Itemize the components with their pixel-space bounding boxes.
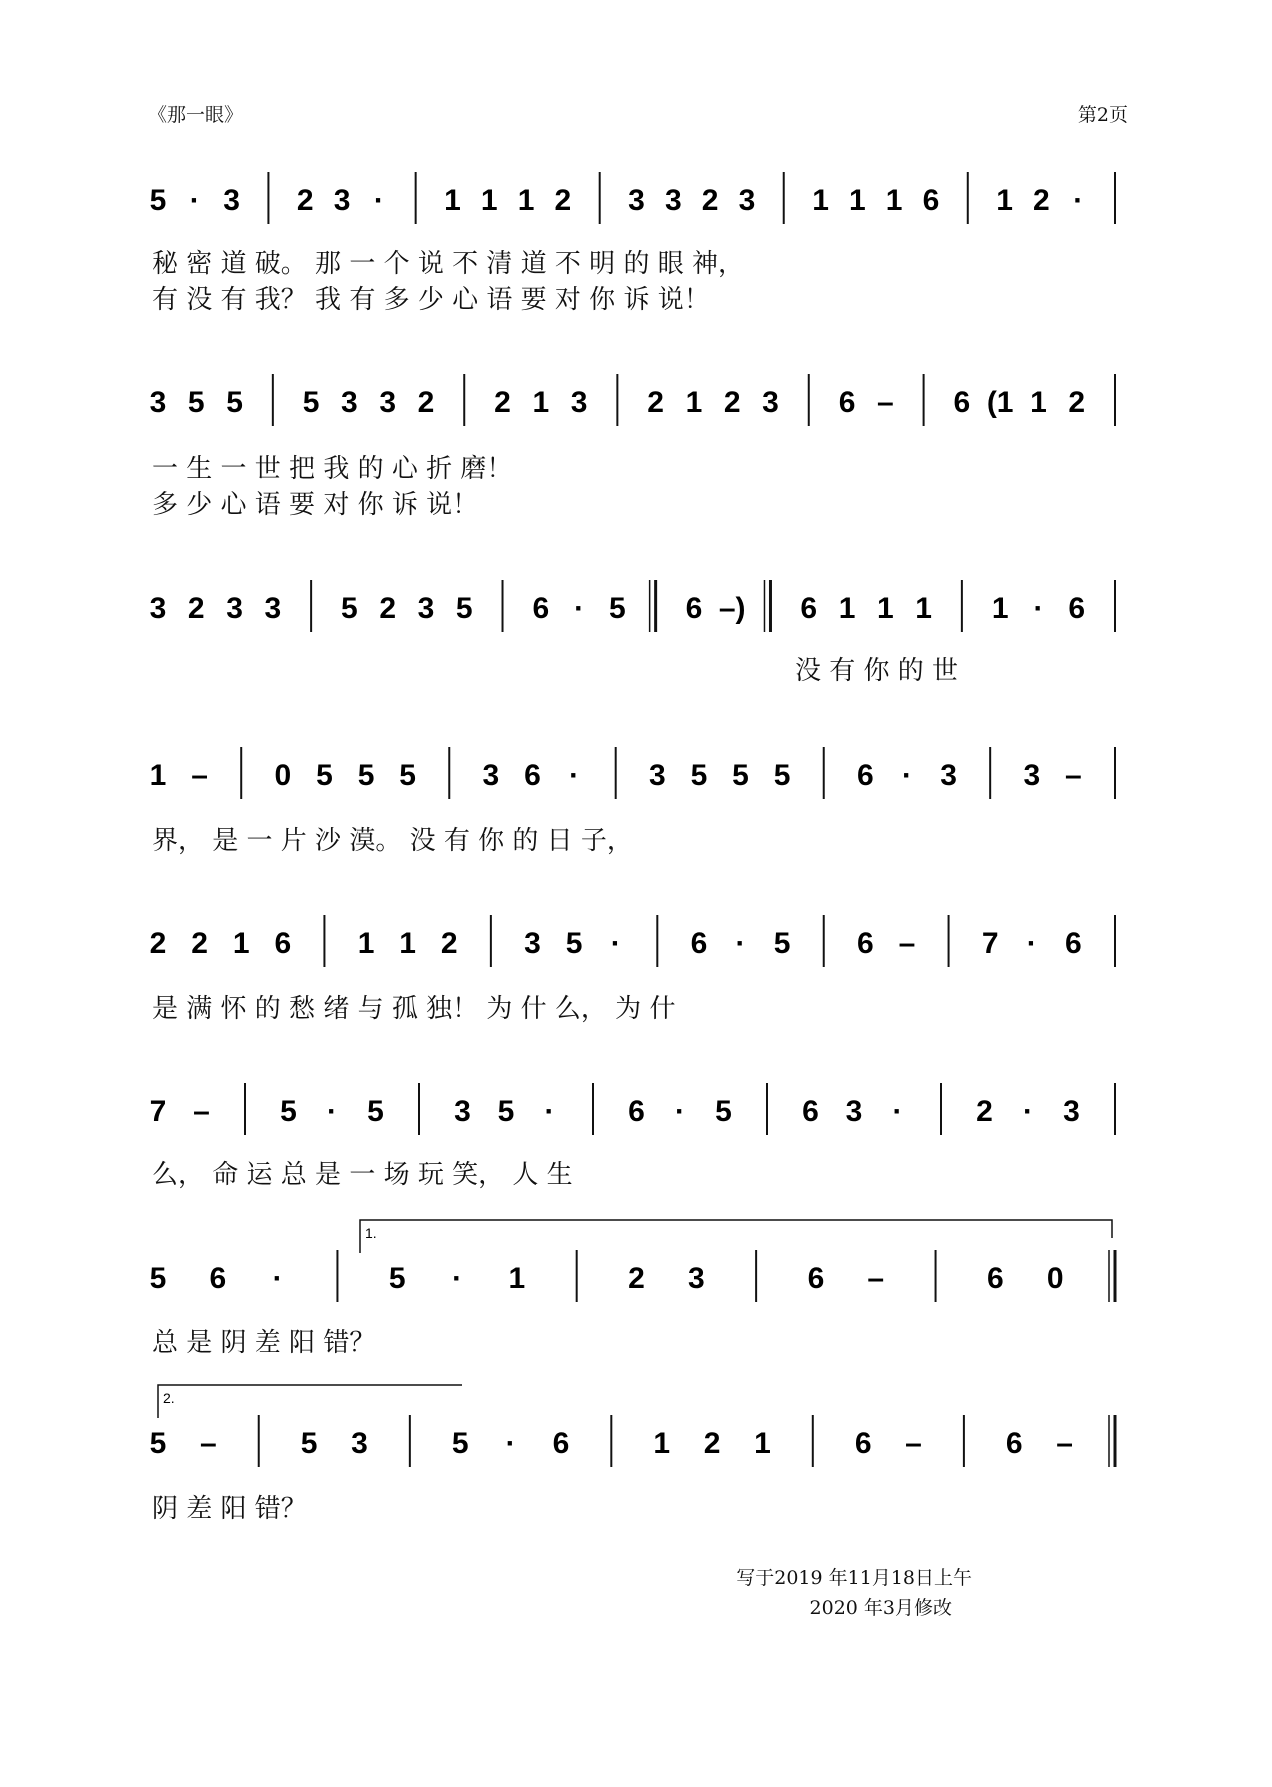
lyric-line: 是 满 怀 的 愁 绪 与 孤 独！ 为 什 么， 为 什 — [152, 994, 676, 1024]
note: · — [189, 184, 200, 217]
note: 2 — [187, 592, 205, 625]
note: 1 — [480, 184, 498, 217]
note: 6 — [628, 1095, 645, 1128]
note: 6 — [552, 1427, 570, 1460]
note: 5 — [773, 927, 791, 960]
note: 5 — [149, 1262, 167, 1295]
note: 6 — [274, 927, 292, 960]
note: 2 — [191, 927, 208, 960]
note: 1 — [399, 927, 416, 960]
note: 5 — [451, 1427, 469, 1460]
note: – — [200, 1427, 217, 1460]
note: 5 — [226, 386, 243, 419]
note: 3 — [762, 386, 779, 419]
note: 3 — [351, 1427, 368, 1460]
note: 3 — [940, 759, 957, 792]
lyric-line: 没 有 你 的 世 — [795, 656, 959, 686]
note: 3 — [845, 1095, 863, 1128]
note: 2 — [628, 1262, 645, 1295]
note: · — [610, 927, 621, 960]
note: – — [905, 1427, 922, 1460]
note: · — [735, 927, 746, 960]
note: 6 — [532, 592, 550, 625]
note: 2 — [494, 386, 511, 419]
note: 1 — [517, 184, 535, 217]
note: 3 — [1063, 1095, 1080, 1128]
note: 6 — [1005, 1427, 1023, 1460]
note: 5 — [187, 386, 205, 419]
note: 5 — [497, 1095, 515, 1128]
note: 0 — [274, 759, 292, 792]
note: 3 — [149, 592, 167, 625]
note: · — [327, 1095, 337, 1128]
song-title: 《那一眼》 — [148, 104, 244, 126]
volta-bracket — [158, 1385, 462, 1418]
note: 2 — [723, 386, 741, 419]
lyric-line: 多 少 心 语 要 对 你 诉 说！ — [152, 490, 479, 520]
note: 6 — [685, 592, 703, 625]
note: – — [898, 927, 916, 960]
note: – — [867, 1262, 885, 1295]
note: 1 — [508, 1262, 526, 1295]
note: 1 — [653, 1427, 671, 1460]
note: 3 — [333, 184, 351, 217]
note: 1 — [532, 386, 550, 419]
note: 3 — [341, 386, 358, 419]
note: 1 — [149, 759, 167, 792]
note: 3 — [454, 1095, 471, 1128]
note: 3 — [648, 759, 666, 792]
note: 2 — [1068, 386, 1086, 419]
note: 6 — [807, 1262, 825, 1295]
note: (1 — [986, 386, 1014, 419]
note: · — [373, 184, 384, 217]
note: 1 — [812, 184, 829, 217]
note: 5 — [149, 184, 167, 217]
note: 3 — [1023, 759, 1041, 792]
note: 6 — [857, 759, 874, 792]
note: 5 — [357, 759, 375, 792]
note: 3 — [628, 184, 645, 217]
note: – — [876, 386, 894, 419]
note: 6 — [857, 927, 874, 960]
note: 1 — [876, 592, 894, 625]
note: · — [452, 1262, 463, 1295]
note: 2 — [296, 184, 314, 217]
note: 6 — [854, 1427, 872, 1460]
note: 5 — [715, 1095, 732, 1128]
note: 3 — [664, 184, 682, 217]
note: 1 — [991, 592, 1009, 625]
note: · — [892, 1095, 903, 1128]
note: 6 — [524, 759, 541, 792]
volta-number: 2. — [163, 1390, 175, 1406]
note: 6 — [209, 1262, 227, 1295]
note: 6 — [1068, 592, 1086, 625]
lyric-line: 界， 是 一 片 沙 漠。 没 有 你 的 日 子， — [152, 826, 633, 856]
note: 2 — [554, 184, 572, 217]
note: – — [193, 1095, 210, 1128]
note: 2 — [440, 927, 458, 960]
footer-date: 写于2019 年11月18日上午 — [736, 1567, 972, 1589]
note: 0 — [1046, 1262, 1064, 1295]
note: 3 — [264, 592, 282, 625]
lyric-line: 秘 密 道 破。 那 一 个 说 不 清 道 不 明 的 眼 神， — [152, 249, 744, 279]
note: 1 — [1030, 386, 1047, 419]
note: 5 — [388, 1262, 406, 1295]
note: 6 — [800, 592, 818, 625]
note: · — [544, 1095, 555, 1128]
footer-revision: 2020 年3月修改 — [809, 1597, 952, 1619]
note: – — [1056, 1427, 1073, 1460]
note: 2 — [703, 1427, 721, 1460]
note: 3 — [570, 386, 588, 419]
note: · — [1023, 1095, 1033, 1128]
note: 6 — [987, 1262, 1004, 1295]
lyric-line: 总 是 阴 差 阳 错？ — [152, 1328, 376, 1358]
note: · — [574, 592, 585, 625]
note: – — [1065, 759, 1082, 792]
note: – — [191, 759, 208, 792]
page-number: 第2页 — [1077, 104, 1128, 126]
note: 5 — [149, 1427, 167, 1460]
volta-bracket — [360, 1220, 1112, 1253]
note: 3 — [524, 927, 541, 960]
note: 1 — [915, 592, 932, 625]
note: · — [505, 1427, 516, 1460]
note: 1 — [232, 927, 250, 960]
note: 3 — [482, 759, 500, 792]
note: 3 — [226, 592, 243, 625]
note: 5 — [399, 759, 416, 792]
note: 2 — [976, 1095, 993, 1128]
note: · — [569, 759, 580, 792]
note: 1 — [754, 1427, 771, 1460]
note: 5 — [302, 386, 320, 419]
note: 5 — [690, 759, 708, 792]
lyric-line: 么， 命 运 总 是 一 场 玩 笑， 人 生 — [152, 1160, 573, 1190]
lyric-line: 有 没 有 我？ 我 有 多 少 心 语 要 对 你 诉 说！ — [152, 285, 710, 315]
note: 5 — [341, 592, 358, 625]
note: 3 — [379, 386, 397, 419]
volta-number: 1. — [365, 1225, 377, 1241]
note: · — [1033, 592, 1044, 625]
note: 1 — [357, 927, 375, 960]
note: 1 — [444, 184, 461, 217]
note: 1 — [849, 184, 866, 217]
note: 6 — [1065, 927, 1082, 960]
note: · — [1073, 184, 1084, 217]
note: 5 — [316, 759, 333, 792]
note: 3 — [738, 184, 756, 217]
note: 3 — [687, 1262, 705, 1295]
note: 7 — [981, 927, 999, 960]
note: 2 — [149, 927, 167, 960]
note: 5 — [732, 759, 749, 792]
note: 6 — [802, 1095, 819, 1128]
note: 6 — [838, 386, 856, 419]
note: 5 — [300, 1427, 318, 1460]
note: 3 — [223, 184, 240, 217]
lyric-line: 阴 差 阳 错？ — [152, 1494, 307, 1524]
note: –) — [718, 592, 746, 625]
note: 2 — [1033, 184, 1050, 217]
note: 6 — [953, 386, 971, 419]
note: 3 — [417, 592, 435, 625]
note: 2 — [701, 184, 719, 217]
note: 5 — [773, 759, 791, 792]
note: 5 — [280, 1095, 297, 1128]
note: 5 — [609, 592, 626, 625]
note: 5 — [455, 592, 473, 625]
note: 2 — [379, 592, 397, 625]
note: 6 — [922, 184, 940, 217]
note: 1 — [885, 184, 903, 217]
note: 6 — [690, 927, 708, 960]
note: 5 — [565, 927, 583, 960]
note: · — [1026, 927, 1037, 960]
note: 2 — [417, 386, 435, 419]
note: 3 — [149, 386, 167, 419]
note: · — [675, 1095, 685, 1128]
note: 1 — [838, 592, 856, 625]
note: · — [272, 1262, 283, 1295]
note: 7 — [149, 1095, 167, 1128]
note: 1 — [996, 184, 1013, 217]
note: 5 — [367, 1095, 384, 1128]
note: 1 — [685, 386, 703, 419]
note: · — [901, 759, 912, 792]
lyric-line: 一 生 一 世 把 我 的 心 折 磨！ — [152, 454, 513, 484]
note: 2 — [647, 386, 664, 419]
